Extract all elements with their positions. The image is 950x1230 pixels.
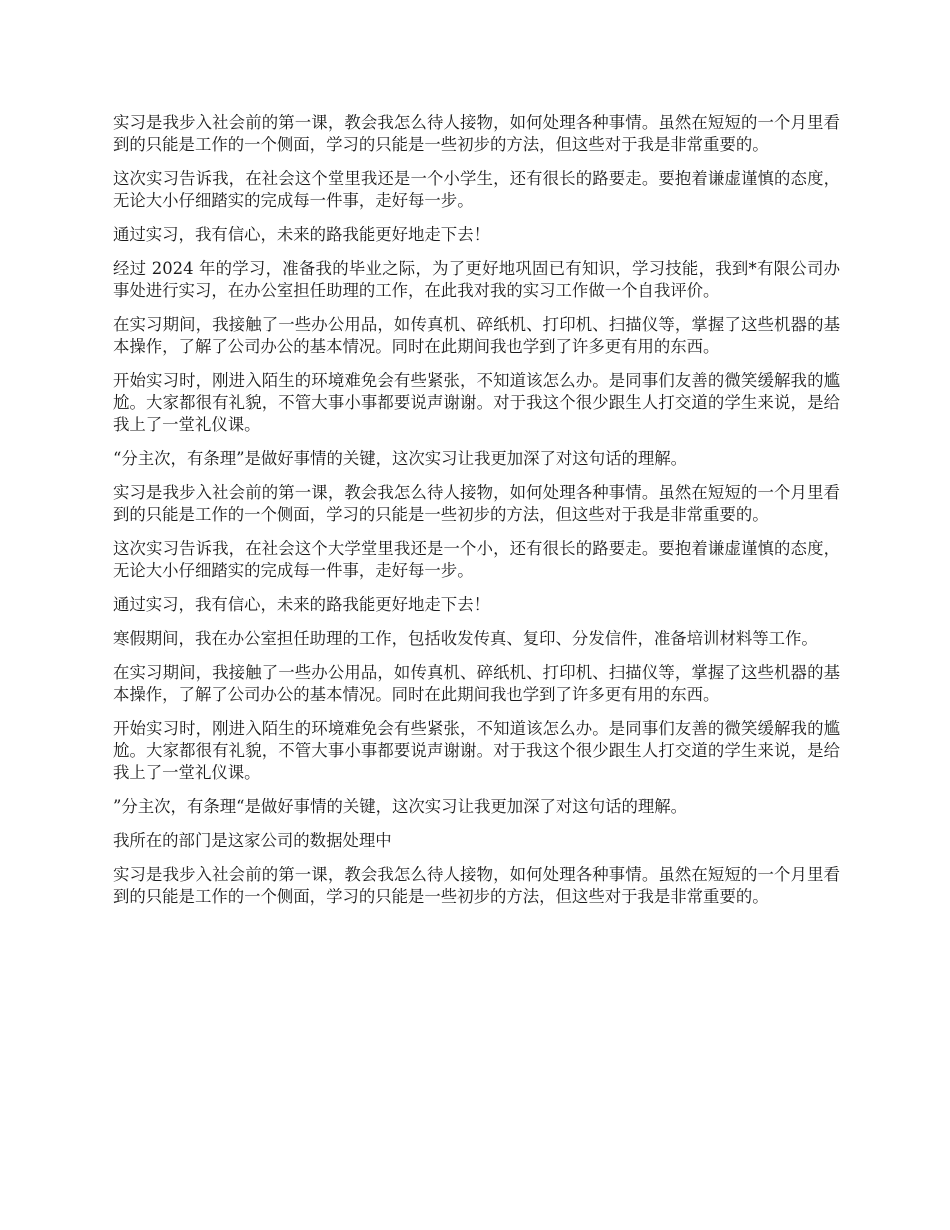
paragraph: 实习是我步入社会前的第一课，教会我怎么待人接物，如何处理各种事情。虽然在短短的一个月里看到的只能是工作的一个侧面，学习的只能是一些初步的方法，但这些对于我是非常重要的。 [113, 113, 840, 154]
paragraph: 经过 2024 年的学习，准备我的毕业之际，为了更好地巩固已有知识，学习技能，我到*有限公司办事处进行实习，在办公室担任助理的工作，在此我对我的实习工作做一个自我评价。 [113, 259, 840, 300]
paragraph: 这次实习告诉我，在社会这个堂里我还是一个小学生，还有很长的路要走。要抱着谦虚谨慎的态度，无论大小仔细踏实的完成每一件事，走好每一步。 [113, 169, 840, 210]
paragraph: 寒假期间，我在办公室担任助理的工作，包括收发传真、复印、分发信件，准备培训材料等工作。 [113, 629, 818, 648]
paragraph: ”分主次，有条理“是做好事情的关键，这次实习让我更加深了对这句话的理解。 [113, 797, 688, 816]
paragraph: 这次实习告诉我，在社会这个大学堂里我还是一个小，还有很长的路要走。要抱着谦虚谨慎的态度，无论大小仔细踏实的完成每一件事，走好每一步。 [113, 539, 840, 580]
paragraph: 实习是我步入社会前的第一课，教会我怎么待人接物，如何处理各种事情。虽然在短短的一个月里看到的只能是工作的一个侧面，学习的只能是一些初步的方法，但这些对于我是非常重要的。 [113, 483, 840, 524]
paragraph: “分主次，有条理”是做好事情的关键，这次实习让我更加深了对这句话的理解。 [113, 449, 688, 468]
paragraph: 通过实习，我有信心，未来的路我能更好地走下去！ [113, 595, 490, 614]
paragraph: 在实习期间，我接触了一些办公用品，如传真机、碎纸机、打印机、扫描仪等，掌握了这些机器的基本操作，了解了公司办公的基本情况。同时在此期间我也学到了许多更有用的东西。 [113, 663, 840, 704]
paragraph: 实习是我步入社会前的第一课，教会我怎么待人接物，如何处理各种事情。虽然在短短的一个月里看到的只能是工作的一个侧面，学习的只能是一些初步的方法，但这些对于我是非常重要的。 [113, 865, 840, 906]
paragraph: 通过实习，我有信心，未来的路我能更好地走下去！ [113, 225, 490, 244]
paragraph: 我所在的部门是这家公司的数据处理中 [113, 831, 392, 850]
paragraph: 在实习期间，我接触了一些办公用品，如传真机、碎纸机、打印机、扫描仪等，掌握了这些机器的基本操作，了解了公司办公的基本情况。同时在此期间我也学到了许多更有用的东西。 [113, 315, 840, 356]
paragraph: 开始实习时，刚进入陌生的环境难免会有些紧张，不知道该怎么办。是同事们友善的微笑缓解我的尴尬。大家都很有礼貌，不管大事小事都要说声谢谢。对于我这个很少跟生人打交道的学生来说，是给我上了一堂礼仪课。 [113, 719, 840, 782]
document-body [113, 112, 840, 920]
paragraph: 开始实习时，刚进入陌生的环境难免会有些紧张，不知道该怎么办。是同事们友善的微笑缓解我的尴尬。大家都很有礼貌，不管大事小事都要说声谢谢。对于我这个很少跟生人打交道的学生来说，是给我上了一堂礼仪课。 [113, 371, 840, 434]
